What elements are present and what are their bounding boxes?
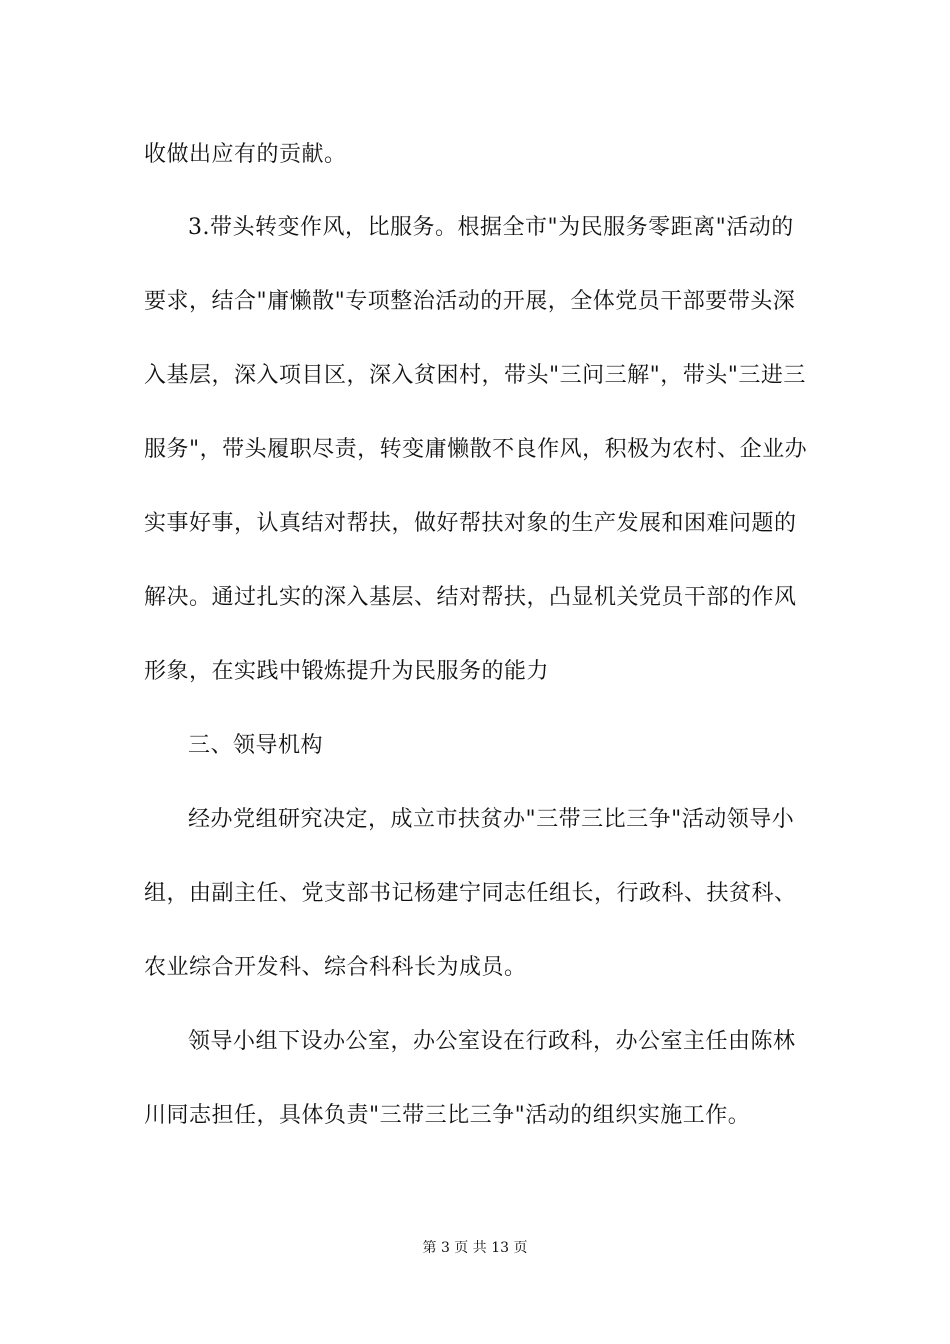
- paragraph-line: 形象，在实践中锻炼提升为民服务的能力: [144, 659, 550, 684]
- paragraph-line: 组，由副主任、党支部书记杨建宁同志任组长，行政科、扶贫科、: [144, 881, 797, 906]
- paragraph-line: 实事好事，认真结对帮扶，做好帮扶对象的生产发展和困难问题的: [144, 511, 797, 536]
- paragraph-line: 领导小组下设办公室，办公室设在行政科，办公室主任由陈林: [188, 1029, 796, 1054]
- section-heading: 三、领导机构: [188, 733, 324, 758]
- paragraph-line: 川同志担任，具体负责"三带三比三争"活动的组织实施工作。: [144, 1103, 751, 1128]
- paragraph-line: 3.带头转变作风，比服务。根据全市"为民服务零距离"活动的: [188, 215, 794, 240]
- paragraph-line: 要求，结合"庸懒散"专项整治活动的开展，全体党员干部要带头深: [144, 289, 796, 314]
- paragraph-line: 农业综合开发科、综合科科长为成员。: [144, 955, 527, 980]
- page-number-footer: 第 3 页 共 13 页: [422, 1240, 528, 1256]
- paragraph-line: 经办党组研究决定，成立市扶贫办"三带三比三争"活动领导小: [188, 807, 795, 832]
- paragraph-line: 服务"，带头履职尽责，转变庸懒散不良作风，积极为农村、企业办: [144, 437, 808, 462]
- paragraph-line: 入基层，深入项目区，深入贫困村，带头"三问三解"，带头"三进三: [144, 363, 806, 388]
- paragraph-line: 收做出应有的贡献。: [144, 142, 347, 167]
- paragraph-line: 解决。通过扎实的深入基层、结对帮扶，凸显机关党员干部的作风: [144, 585, 797, 610]
